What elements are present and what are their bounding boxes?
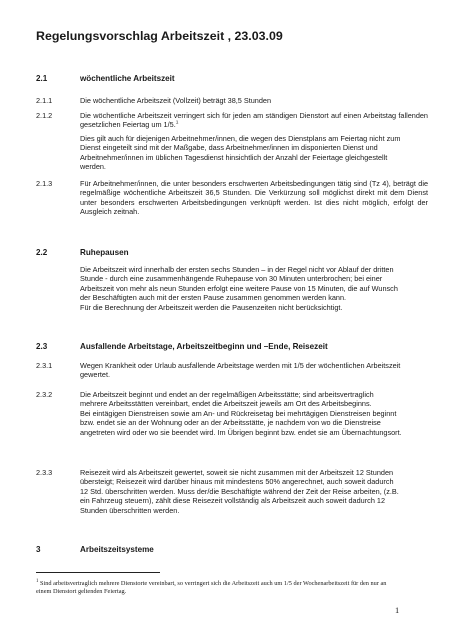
list-item-2-1-1 [36,96,428,106]
section-number: 3 [36,545,41,554]
section-title: Arbeitszeitsysteme [80,545,154,554]
footnote-marker: 1 [36,578,39,584]
section-heading-3 [36,545,396,556]
list-item-2-3-1 [36,361,428,381]
section-heading-2-1 [36,74,396,85]
section-heading-2-2 [36,248,396,259]
section-heading-2-3 [36,342,416,353]
item-number: 2.3.1 [36,361,53,370]
section-title: wöchentliche Arbeitszeit [80,74,175,83]
list-item-2-1-3 [36,179,428,219]
item-text: Für Arbeitnehmer/innen, die unter besonders erschwerten Arbeitsbedingungen tätig sind (Tz 4), beträgt die regelmäßige wöchentliche Arbeitszeit 36,5 Stunden. Die Verkürzung soll möglichst direkt mit dem Dienst unter besonders erschwerten Arbeitsbedingungen verknüpft werden. Ist dies nicht möglich, erfolgt der Ausgleich zeitnah. [80,179,428,217]
section-title: Ruhepausen [80,248,129,257]
item-text: Die wöchentliche Arbeitszeit (Vollzeit) beträgt 38,5 Stunden [80,96,272,105]
item-2-1-2-continuation [80,134,412,172]
footnote-divider [36,572,160,573]
item-number: 2.3.2 [36,390,53,399]
item-body [80,111,428,130]
footnote [36,580,396,597]
page-number: 1 [395,606,400,615]
item-text: Die Arbeitszeit beginnt und endet an der regelmäßigen Arbeitsstätte; sind arbeitsvertraglich mehrere Arbeitsstätten vereinbart, endet die Arbeitszeit jeweils am Ort des Arbeitsbeginns. [80,390,374,409]
list-item-2-3-3 [36,468,428,530]
list-item-2-3-2 [36,390,428,470]
item-body [80,390,402,437]
paragraph-ruhepause: Die Arbeitszeit wird innerhalb der ersten sechs Stunden – in der Regel nicht vor Ablauf der dritten Stunde - durch eine zusammenhängende Ruhepause von 30 Minuten unterbrochen; bei einer Arbeitszeit von mehr als neun Stunden erfolgt eine weitere Pause von 15 Minuten, die auf Wunsch der Beschäftigten auch mit der ersten Pause zusammen genommen werden kann. [80,265,398,303]
item-text: Wegen Krankheit oder Urlaub ausfallende Arbeitstage werden mit 1/5 der wöchentlichen Arbeitszeit gewertet. [80,361,401,380]
section-number: 2.1 [36,74,48,83]
paragraph-pausenzeiten: Für die Berechnung der Arbeitszeit werden die Pausenzeiten nicht berücksichtigt. [80,302,343,312]
item-number: 2.1.2 [36,111,53,120]
item-text-continued: Dies gilt auch für diejenigen Arbeitnehmer/innen, die wegen des Dienstplans am Feiertag nicht zum Dienst eingeteilt sind mit der Maßgabe, dass Arbeitnehmer/innen im disponierten Dienst und Arbeitnehmer/innen im üblichen Tagesdienst hinsichtlich der Anzahl der Feiertage gleichgestellt werden. [80,134,401,172]
item-number: 2.1.3 [36,179,53,188]
section-title: Ausfallende Arbeitstage, Arbeitszeitbeginn und –Ende, Reisezeit [80,342,328,351]
section-number: 2.3 [36,342,48,351]
footnote-text: Sind arbeitsvertraglich mehrere Dienstorte vereinbart, so verringert sich die Arbeitszeit auch um 1/5 der Wochenarbeitszeit für den nur an einem Dienstort geltenden Feiertag. [36,580,387,596]
section-2-2-body [80,265,400,312]
item-number: 2.1.1 [36,96,53,105]
item-text-dienstreisen: Bei eintägigen Dienstreisen sowie am An- und Rückreisetag bei mehrtägigen Dienstreisen beginnt bzw. endet sie an der Wohnung oder an der Arbeitsstätte, je nachdem von wo die Dienstreise angetreten wird oder wo sie beendet wird. Im Übrigen beginnt bzw. endet sie am Übernachtungsort. [80,408,402,437]
section-number: 2.2 [36,248,48,257]
item-number: 2.3.3 [36,468,53,477]
footnote-ref: 1 [175,120,179,126]
item-text: Reisezeit wird als Arbeitszeit gewertet, soweit sie nicht zusammen mit der Arbeitszeit 12 Stunden übersteigt; Reisezeit wird darüber hinaus mit mindestens 50% angerechnet, auch soweit dadurch 12 Std. überschritten werden. Muss der/die Beschäftigte während der Zeit der Reise arbeiten, (z.B. ein Fahrzeug steuern), zählt diese Reisezeit vollständig als Arbeitszeit auch soweit dadurch 12 Stunden überschritten werden. [80,468,399,515]
document-title: Regelungsvorschlag Arbeitszeit , 23.03.09 [36,29,283,43]
item-text: Die wöchentliche Arbeitszeit verringert sich für jeden am ständigen Dienstort auf einen Arbeitstag fallenden gesetzlichen Feiertag um 1/5. [80,111,428,130]
